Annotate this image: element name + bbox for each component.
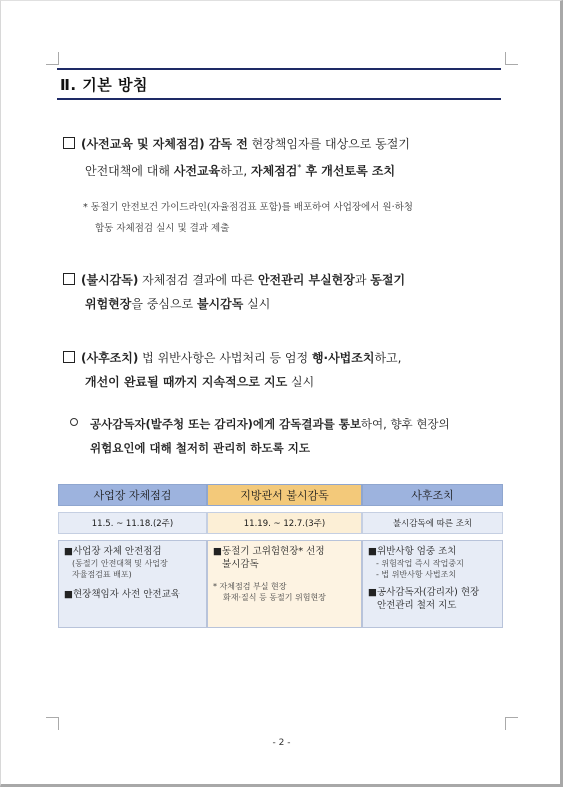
cell-note: (동절기 안전대책 및 사업장 xyxy=(72,559,168,568)
cell-item: 안전관리 철저 지도 xyxy=(377,600,457,611)
cell-note: - 위험작업 즉시 작업중지 xyxy=(376,559,464,568)
sub-item-notify-supervisor xyxy=(70,412,505,460)
item-heading: (불시감독) xyxy=(81,273,139,287)
policy-item-pre-education xyxy=(63,132,503,183)
table-cell-follow-up xyxy=(362,540,503,628)
item-emphasis: 동절기 xyxy=(370,273,406,287)
page-number: - 2 - xyxy=(272,738,291,748)
item-text: 자체점검 결과에 따른 xyxy=(138,273,258,287)
section-rule-bottom xyxy=(57,98,501,100)
cell-note: 자율점검표 배포) xyxy=(72,570,132,579)
cell-item: ■동절기 고위험현장* 선정 xyxy=(213,546,325,557)
table-date: 11.5. ~ 11.18.(2주) xyxy=(58,512,207,534)
checkbox-square-icon xyxy=(63,351,75,363)
item-text: 안전대책에 대해 xyxy=(85,164,174,178)
item-emphasis: 위험요인에 대해 철저히 관리히 하도록 지도 xyxy=(90,441,310,455)
table-header: 사업장 자체점검 xyxy=(58,484,207,506)
section-title: Ⅱ. 기본 방침 xyxy=(60,76,148,94)
table-header: 사후조치 xyxy=(362,484,503,506)
item-text: 하고, xyxy=(374,351,402,365)
item-text: 현장책임자를 대상으로 동절기 xyxy=(247,137,410,151)
cell-item: ■위반사항 엄중 조치 xyxy=(368,546,457,557)
table-cell-surprise-inspection xyxy=(207,540,362,628)
cell-item: 불시감독 xyxy=(222,559,259,570)
circle-bullet-icon xyxy=(70,418,78,426)
item-emphasis: 후 개선토록 조치 xyxy=(301,164,396,178)
item-emphasis: 자체점검 xyxy=(250,164,298,178)
table-date: 11.19. ~ 12.7.(3주) xyxy=(207,512,362,534)
item-text: 하고, xyxy=(220,164,251,178)
item-emphasis: 불시감독 xyxy=(196,297,244,311)
item-text: 법 위반사항은 사법처리 등 엄정 xyxy=(138,351,312,365)
footnote-self-inspection xyxy=(83,197,503,239)
checkbox-square-icon xyxy=(63,137,75,149)
table-date-row xyxy=(58,512,503,534)
cell-item: ■공사감독자(감리자) 현장 xyxy=(368,587,480,598)
item-text: 하여, 향후 현장의 xyxy=(360,417,450,431)
policy-item-surprise-inspection xyxy=(63,268,503,316)
section-rule-top xyxy=(57,68,501,70)
item-text: 과 xyxy=(354,273,371,287)
item-emphasis: 행·사법조치 xyxy=(311,351,375,365)
cell-item: ■사업장 자체 안전점검 xyxy=(64,546,162,557)
item-emphasis: 안전관리 부실현장 xyxy=(257,273,355,287)
item-heading: (사후조치) xyxy=(81,351,139,365)
table-body-row xyxy=(58,540,503,628)
table-date: 불시감독에 따른 조치 xyxy=(362,512,503,534)
table-header: 지방관서 불시감독 xyxy=(207,484,362,506)
policy-item-follow-up xyxy=(63,346,503,394)
table-header-row xyxy=(58,484,503,506)
item-text: 실시 xyxy=(287,375,315,389)
item-text: 을 중심으로 xyxy=(131,297,197,311)
checkbox-square-icon xyxy=(63,273,75,285)
cell-note: - 법 위반사항 사법조치 xyxy=(376,570,457,579)
table-cell-self-inspection xyxy=(58,540,207,628)
crop-mark-bottom-right xyxy=(505,717,518,730)
crop-mark-top-right xyxy=(505,52,518,65)
item-heading: (사전교육 및 자체점검) 감독 전 xyxy=(81,137,248,151)
cell-note: 화재·질식 등 동절기 위험현장 xyxy=(223,593,326,602)
item-emphasis: 개선이 완료될 때까지 지속적으로 지도 xyxy=(85,375,288,389)
item-emphasis: 사전교육 xyxy=(173,164,221,178)
cell-item: ■현장책임자 사전 안전교육 xyxy=(64,589,180,600)
cell-note: * 자체점검 부실 현장 xyxy=(213,582,287,591)
schedule-table xyxy=(58,484,503,628)
crop-mark-top-left xyxy=(46,52,59,65)
item-emphasis: 위험현장 xyxy=(85,297,132,311)
crop-mark-bottom-left xyxy=(46,717,59,730)
footnote-line: * 동절기 안전보건 가이드라인(자율점검표 포함)를 배포하여 사업장에서 원·하청 xyxy=(83,202,413,213)
footnote-line: 합동 자체점검 실시 및 결과 제출 xyxy=(95,223,230,234)
item-text: 실시 xyxy=(243,297,271,311)
footnote-marker: * xyxy=(297,163,302,172)
item-emphasis: 공사감독자(발주청 또는 감리자)에게 감독결과를 통보 xyxy=(90,417,361,431)
